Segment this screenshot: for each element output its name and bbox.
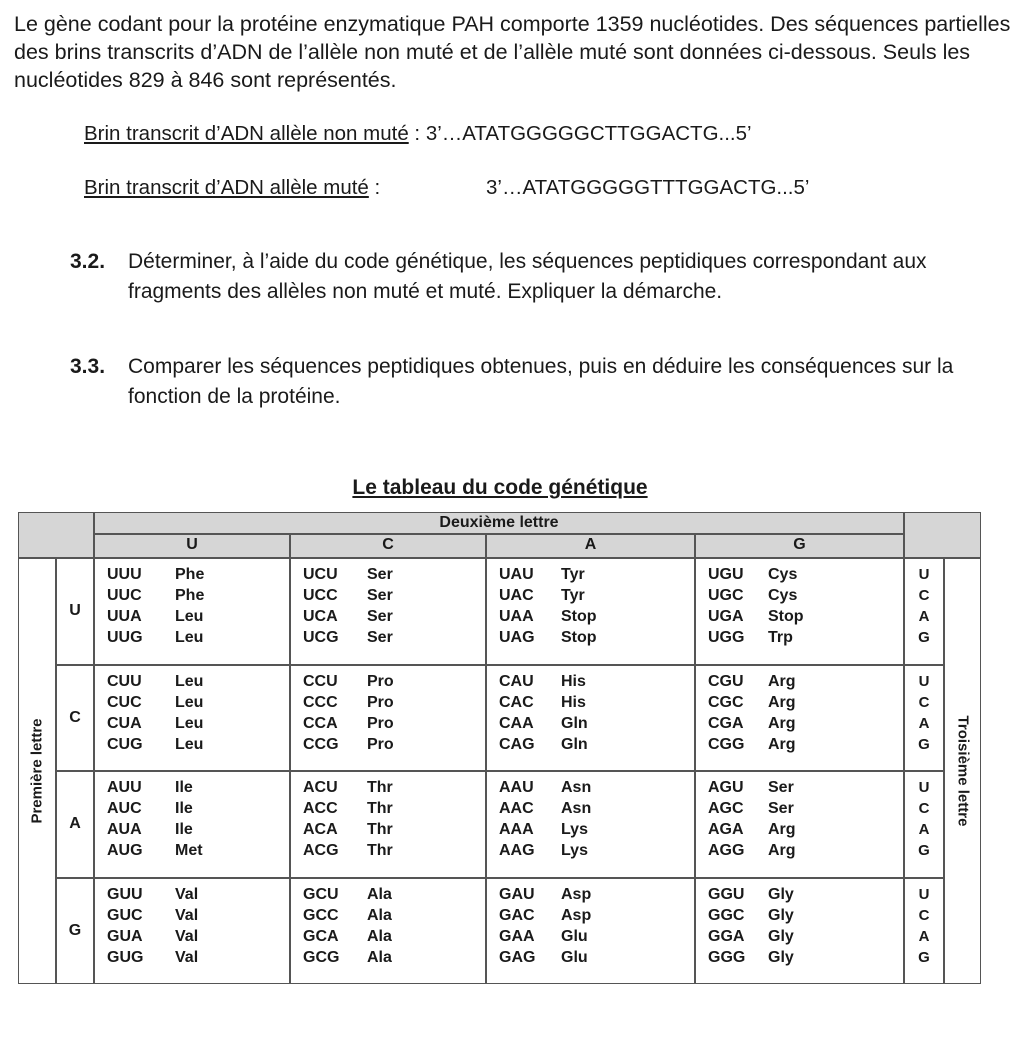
codon-row <box>696 840 903 861</box>
codon: AAG <box>499 842 535 859</box>
codon-row <box>291 627 485 648</box>
amino-acid: Gly <box>768 948 794 966</box>
codon: CCG <box>303 735 339 753</box>
table-title <box>0 476 1000 500</box>
codon: GUC <box>107 906 143 924</box>
amino-acid: Ala <box>367 948 392 966</box>
codon-cell <box>94 665 290 772</box>
codon: ACG <box>303 842 339 859</box>
amino-acid: Tyr <box>561 587 585 604</box>
codon-row <box>291 947 485 968</box>
codon: UUU <box>107 566 142 583</box>
amino-acid: Val <box>175 906 199 924</box>
codon: UUG <box>107 629 143 646</box>
codon-row <box>291 585 485 606</box>
intro-paragraph: Le gène codant pour la protéine enzymatique PAH comporte 1359 nucléotides. Des séquences partielles des brins transcrits d’ADN de l’allèle non muté et de l’allèle muté sont données ci-dessous. Seuls les nucléotides 829 à 846 sont représentés. <box>14 12 1011 92</box>
amino-acid: Stop <box>561 608 597 625</box>
codon-row <box>487 905 694 926</box>
sequence-mute-sep: : <box>368 176 381 199</box>
codon: CUC <box>107 693 142 711</box>
codon: CCA <box>303 714 338 732</box>
amino-acid: Arg <box>768 714 796 732</box>
codon-row <box>487 713 694 734</box>
codon: GUU <box>107 885 143 903</box>
codon: ACA <box>303 821 338 838</box>
first-letter-C: C <box>56 665 94 772</box>
codon: GCA <box>303 927 339 945</box>
codon-row <box>487 627 694 648</box>
codon-row <box>95 627 289 648</box>
amino-acid: Ala <box>367 906 392 924</box>
codon: UCA <box>303 608 338 625</box>
codon-row <box>696 819 903 840</box>
amino-acid: Lys <box>561 842 588 859</box>
codon-cell <box>695 558 904 665</box>
table-corner <box>18 512 94 558</box>
codon-row <box>291 905 485 926</box>
codon: CAC <box>499 693 534 711</box>
codon-row <box>487 777 694 798</box>
codon-row <box>291 606 485 627</box>
amino-acid: Pro <box>367 714 394 732</box>
codon-row <box>291 798 485 819</box>
sequence-non-mute-sep: : <box>408 122 426 145</box>
amino-acid: Thr <box>367 800 393 817</box>
codon: CGC <box>708 693 744 711</box>
amino-acid: Ala <box>367 927 392 945</box>
codon: GUG <box>107 948 144 966</box>
question-number: 3.3. <box>70 355 106 378</box>
amino-acid: Leu <box>175 672 204 690</box>
codon: CCC <box>303 693 338 711</box>
third-letter-G: G <box>918 735 930 753</box>
table-title-text: Le tableau du code génétique <box>352 476 648 499</box>
codon-row <box>291 777 485 798</box>
codon: UAG <box>499 629 535 646</box>
genetic-code-table <box>18 512 981 982</box>
codon-row <box>95 840 289 861</box>
codon-row <box>487 585 694 606</box>
codon-row <box>291 926 485 947</box>
third-letter-U: U <box>918 779 930 796</box>
codon: GUA <box>107 927 143 945</box>
amino-acid: Asn <box>561 779 592 796</box>
codon: GCC <box>303 906 339 924</box>
question-3-3 <box>70 352 970 412</box>
codon: CGA <box>708 714 744 732</box>
codon: UUA <box>107 608 142 625</box>
codon-cell <box>290 771 486 878</box>
codon: UUC <box>107 587 142 604</box>
codon-row <box>95 606 289 627</box>
codon-row <box>291 692 485 713</box>
amino-acid: Ser <box>367 629 393 646</box>
amino-acid: Gln <box>561 735 588 753</box>
amino-acid: Gly <box>768 885 794 903</box>
codon: AAC <box>499 800 534 817</box>
amino-acid: Leu <box>175 714 204 732</box>
amino-acid: Arg <box>768 842 796 859</box>
codon-cell <box>695 771 904 878</box>
codon: UGC <box>708 587 744 604</box>
codon: GCU <box>303 885 339 903</box>
sequence-mute-value: 3’…ATATGGGGGTTTGGACTG...5’ <box>486 176 810 199</box>
codon-cell <box>486 665 695 772</box>
codon-row <box>95 564 289 585</box>
third-letter-C: C <box>918 800 930 817</box>
amino-acid: Pro <box>367 693 394 711</box>
third-letter-C: C <box>918 693 930 711</box>
amino-acid: Ser <box>768 779 794 796</box>
amino-acid: Pro <box>367 735 394 753</box>
codon: ACC <box>303 800 338 817</box>
codon: GAC <box>499 906 535 924</box>
codon-row <box>291 840 485 861</box>
codon-row <box>95 713 289 734</box>
codon: CCU <box>303 672 338 690</box>
codon-row <box>487 798 694 819</box>
amino-acid: Pro <box>367 672 394 690</box>
amino-acid: Cys <box>768 566 798 583</box>
codon: UAA <box>499 608 534 625</box>
codon-row <box>95 798 289 819</box>
amino-acid: Phe <box>175 566 205 583</box>
amino-acid: Stop <box>561 629 597 646</box>
codon-row <box>696 884 903 905</box>
codon-cell <box>290 878 486 985</box>
codon-row <box>696 671 903 692</box>
amino-acid: Arg <box>768 735 796 753</box>
third-letters <box>904 665 944 772</box>
codon: AGA <box>708 821 744 838</box>
codon: GGA <box>708 927 745 945</box>
codon-row <box>696 947 903 968</box>
amino-acid: Asp <box>561 906 592 924</box>
codon-row <box>95 819 289 840</box>
third-letter-A: A <box>918 821 930 838</box>
codon-row <box>696 926 903 947</box>
codon-row <box>487 692 694 713</box>
codon-row <box>696 777 903 798</box>
question-text: Comparer les séquences peptidiques obtenues, puis en déduire les conséquences sur la fonction de la protéine. <box>128 355 954 408</box>
codon-cell <box>290 665 486 772</box>
codon-row <box>95 585 289 606</box>
amino-acid: Val <box>175 927 199 945</box>
amino-acid: Ser <box>367 566 393 583</box>
second-letter-A: A <box>486 534 695 558</box>
amino-acid: Ser <box>367 608 393 625</box>
amino-acid: Ala <box>367 885 392 903</box>
codon-row <box>696 585 903 606</box>
codon-row <box>95 734 289 755</box>
codon-row <box>291 564 485 585</box>
amino-acid: Leu <box>175 629 204 646</box>
codon-row <box>291 713 485 734</box>
codon: UGU <box>708 566 744 583</box>
codon: AAU <box>499 779 534 796</box>
codon: UGA <box>708 608 744 625</box>
codon: CAA <box>499 714 534 732</box>
codon-cell <box>695 878 904 985</box>
codon-cell <box>486 878 695 985</box>
codon-row <box>487 884 694 905</box>
second-letter-header: Deuxième lettre <box>94 512 904 534</box>
third-letter-A: A <box>918 927 930 945</box>
amino-acid: Phe <box>175 587 205 604</box>
codon: AUA <box>107 821 142 838</box>
codon-row <box>696 606 903 627</box>
codon-row <box>95 777 289 798</box>
third-letter-C: C <box>918 906 930 924</box>
codon-row <box>291 734 485 755</box>
codon: CUG <box>107 735 143 753</box>
codon-row <box>487 926 694 947</box>
codon-row <box>696 734 903 755</box>
codon-cell <box>695 665 904 772</box>
third-letters <box>904 558 944 665</box>
amino-acid: Stop <box>768 608 804 625</box>
codon-row <box>291 819 485 840</box>
codon-row <box>487 840 694 861</box>
amino-acid: Ser <box>367 587 393 604</box>
third-letter-A: A <box>918 714 930 732</box>
amino-acid: Trp <box>768 629 793 646</box>
codon-row <box>95 692 289 713</box>
codon: GAG <box>499 948 536 966</box>
amino-acid: Val <box>175 885 199 903</box>
third-letter-U: U <box>918 566 930 583</box>
second-letter-C: C <box>290 534 486 558</box>
question-number: 3.2. <box>70 250 106 273</box>
codon: UAC <box>499 587 534 604</box>
first-letter-U: U <box>56 558 94 665</box>
amino-acid: Lys <box>561 821 588 838</box>
third-letters <box>904 771 944 878</box>
codon: CAG <box>499 735 535 753</box>
codon: GGG <box>708 948 746 966</box>
codon-row <box>95 926 289 947</box>
third-letter-C: C <box>918 587 930 604</box>
codon-row <box>487 671 694 692</box>
codon-row <box>487 606 694 627</box>
codon: AGU <box>708 779 744 796</box>
codon: AUG <box>107 842 143 859</box>
amino-acid: Met <box>175 842 203 859</box>
third-letter-U: U <box>918 672 930 690</box>
codon-row <box>696 564 903 585</box>
codon: ACU <box>303 779 338 796</box>
codon: CGU <box>708 672 744 690</box>
amino-acid: Gly <box>768 906 794 924</box>
codon: AUC <box>107 800 142 817</box>
question-text: Déterminer, à l’aide du code génétique, les séquences peptidiques correspondant aux fragments des allèles non muté et muté. Expliquer la démarche. <box>128 250 927 303</box>
sequence-non-mute <box>84 122 752 146</box>
codon-cell <box>290 558 486 665</box>
codon-cell <box>486 771 695 878</box>
sequence-non-mute-value: 3’…ATATGGGGGCTTGGACTG...5’ <box>425 122 752 145</box>
table-corner-right <box>904 512 981 558</box>
amino-acid: Leu <box>175 735 204 753</box>
codon: AGC <box>708 800 744 817</box>
amino-acid: His <box>561 693 586 711</box>
amino-acid: Tyr <box>561 566 585 583</box>
codon: AAA <box>499 821 534 838</box>
second-letter-U: U <box>94 534 290 558</box>
codon-cell <box>94 878 290 985</box>
amino-acid: Thr <box>367 779 393 796</box>
sequence-non-mute-label: Brin transcrit d’ADN allèle non muté <box>84 122 409 145</box>
codon-row <box>95 905 289 926</box>
codon: UGG <box>708 629 745 646</box>
amino-acid: Leu <box>175 693 204 711</box>
amino-acid: Asn <box>561 800 592 817</box>
amino-acid: Ile <box>175 821 193 838</box>
codon-cell <box>94 771 290 878</box>
amino-acid: Thr <box>367 821 393 838</box>
sequence-mute <box>84 176 810 200</box>
codon: CUU <box>107 672 142 690</box>
codon: UAU <box>499 566 534 583</box>
codon: UCG <box>303 629 339 646</box>
codon: UCU <box>303 566 338 583</box>
codon-row <box>696 905 903 926</box>
amino-acid: Thr <box>367 842 393 859</box>
codon-row <box>487 947 694 968</box>
amino-acid: Arg <box>768 693 796 711</box>
sequence-mute-label: Brin transcrit d’ADN allèle muté <box>84 176 369 199</box>
amino-acid: Val <box>175 948 199 966</box>
codon-row <box>95 947 289 968</box>
codon-row <box>95 884 289 905</box>
third-letter-G: G <box>918 842 930 859</box>
third-letters <box>904 878 944 985</box>
codon: GAU <box>499 885 535 903</box>
codon-row <box>696 798 903 819</box>
third-letter-G: G <box>918 948 930 966</box>
amino-acid: Gln <box>561 714 588 732</box>
first-letter-label: Première lettre <box>28 718 46 824</box>
codon-row <box>696 627 903 648</box>
codon-row <box>696 692 903 713</box>
codon: AGG <box>708 842 745 859</box>
codon: AUU <box>107 779 142 796</box>
amino-acid: Ile <box>175 779 193 796</box>
amino-acid: Leu <box>175 608 204 625</box>
codon: CUA <box>107 714 142 732</box>
second-letter-G: G <box>695 534 904 558</box>
amino-acid: His <box>561 672 586 690</box>
codon: CAU <box>499 672 534 690</box>
third-letter-label: Troisième lettre <box>954 715 971 827</box>
amino-acid: Arg <box>768 821 796 838</box>
codon-cell <box>486 558 695 665</box>
amino-acid: Asp <box>561 885 592 903</box>
first-letter-A: A <box>56 771 94 878</box>
codon: GGC <box>708 906 745 924</box>
codon: GAA <box>499 927 535 945</box>
codon: GCG <box>303 948 340 966</box>
amino-acid: Arg <box>768 672 796 690</box>
codon-row <box>487 819 694 840</box>
amino-acid: Cys <box>768 587 798 604</box>
amino-acid: Glu <box>561 927 588 945</box>
codon-row <box>696 713 903 734</box>
amino-acid: Gly <box>768 927 794 945</box>
question-3-2 <box>70 247 970 307</box>
third-letter-U: U <box>918 885 930 903</box>
first-letter-G: G <box>56 878 94 985</box>
amino-acid: Ile <box>175 800 193 817</box>
codon-row <box>95 671 289 692</box>
amino-acid: Ser <box>768 800 794 817</box>
codon-row <box>487 564 694 585</box>
codon-row <box>291 671 485 692</box>
codon-row <box>487 734 694 755</box>
codon: GGU <box>708 885 745 903</box>
amino-acid: Glu <box>561 948 588 966</box>
codon: UCC <box>303 587 338 604</box>
codon: CGG <box>708 735 745 753</box>
third-letter-A: A <box>918 608 930 625</box>
codon-cell <box>94 558 290 665</box>
third-letter-G: G <box>918 629 930 646</box>
codon-row <box>291 884 485 905</box>
